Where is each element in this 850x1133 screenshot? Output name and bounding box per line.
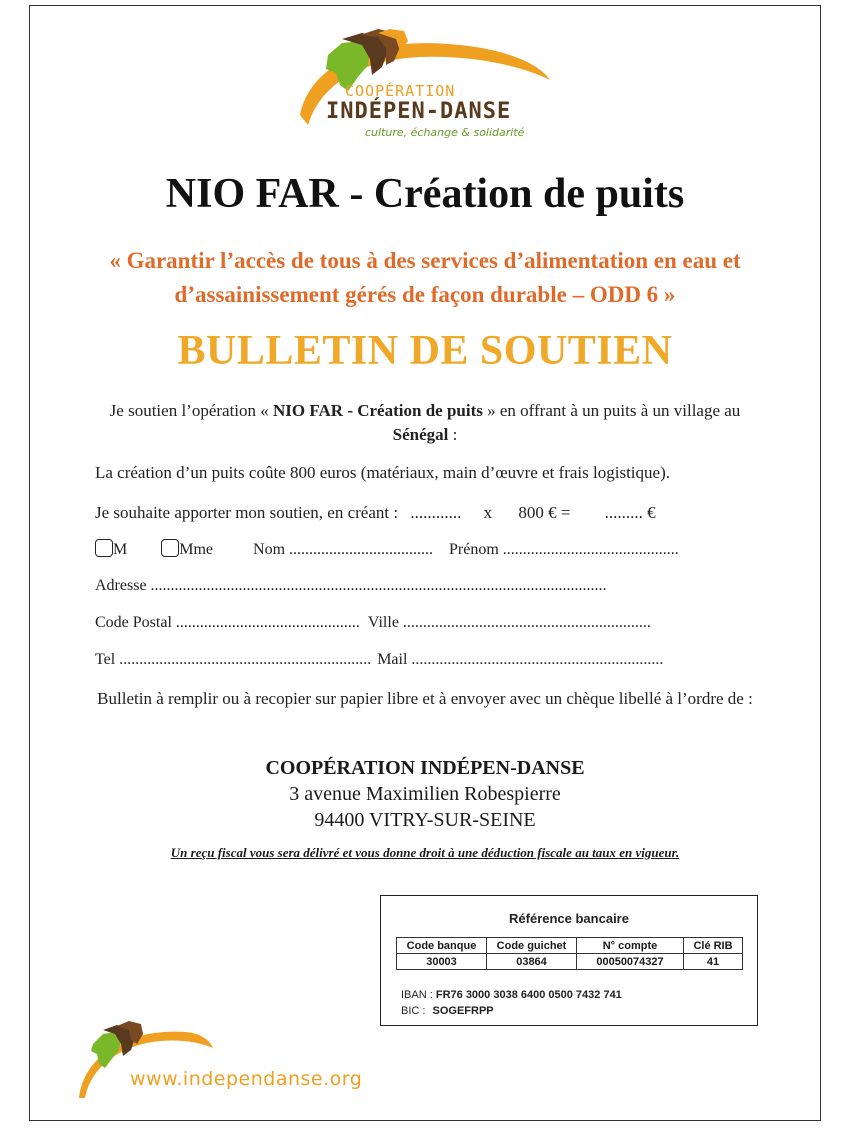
bank-value-n-compte: 00050074327 (577, 954, 684, 970)
iban-label: IBAN : (401, 989, 433, 1001)
address-org (0, 755, 850, 781)
form-row-postal (95, 614, 651, 632)
tel-field[interactable]: Tel ............................................................... (95, 651, 372, 668)
bulletin-heading: BULLETIN DE SOUTIEN (177, 328, 673, 374)
nom-field[interactable]: Nom .................................... (253, 541, 434, 558)
intro-part2: » en offrant à un puits à un village au (482, 401, 741, 420)
mail-field[interactable]: Mail ............................................................... (377, 651, 664, 668)
logo-tagline: culture, échange & solidarité (365, 126, 525, 139)
wish-label: Je souhaite apporter mon soutien, en créant : (95, 503, 399, 522)
website-link[interactable]: www.independanse.org (130, 1068, 363, 1090)
wish-times: x (483, 503, 493, 522)
address-org-name: COOPÉRATION INDÉPEN-DANSE (265, 757, 585, 779)
ville-field[interactable]: Ville .............................................................. (367, 614, 651, 631)
form-row-contact (95, 651, 663, 669)
bank-table-header-row (397, 938, 743, 954)
intro-country: Sénégal (392, 425, 449, 444)
address-city: 94400 VITRY-SUR-SEINE (314, 809, 536, 831)
bank-table-value-row (397, 954, 743, 970)
code-postal-field[interactable]: Code Postal .............................................. (95, 614, 360, 631)
bic-label: BIC : (401, 1005, 426, 1017)
subtitle-quote: « Garantir l’accès de tous à des services d’alimentation en eau et d’assainissement gérés de façon durable – ODD 6 » (109, 248, 741, 307)
postal-address (0, 755, 850, 833)
africa-logo-small-icon (75, 1018, 235, 1108)
bic-value: SOGEFRPP (432, 1005, 494, 1017)
label-mme: Mme (179, 541, 214, 558)
wish-quantity-field[interactable]: ............ (410, 503, 462, 522)
intro-part3: : (448, 425, 458, 444)
address-street: 3 avenue Maximilien Robespierre (289, 783, 561, 805)
bic-line (401, 1005, 494, 1017)
bank-reference-box (380, 895, 758, 1026)
wish-price: 800 € = (518, 503, 571, 522)
bank-header-code-guichet: Code guichet (487, 938, 577, 954)
cost-text: La création d’un puits coûte 800 euros (matériaux, main d’œuvre et frais logistique). (95, 463, 670, 482)
logo-text-cooperation: COOPÉRATION (345, 82, 456, 100)
adresse-field[interactable]: Adresse .................................................................................................................. (95, 577, 607, 594)
checkbox-mme[interactable] (161, 539, 179, 557)
wish-line (95, 501, 656, 525)
fiscal-note: Un reçu fiscal vous sera délivré et vous donne droit à une déduction fiscale au taux en vigueur. (170, 845, 680, 860)
intro-part1: Je soutien l’opération « (109, 401, 274, 420)
prenom-field[interactable]: Prénom ............................................ (449, 541, 679, 558)
bank-title: Référence bancaire (509, 911, 629, 926)
bank-header-code-banque: Code banque (397, 938, 487, 954)
form-row-name (95, 539, 679, 559)
page-title: NIO FAR - Création de puits (165, 171, 685, 217)
bank-table (396, 937, 743, 970)
logo-bottom (75, 1018, 395, 1108)
label-m: M (113, 541, 128, 558)
logo-text-indepen-danse: INDÉPEN-DANSE (326, 99, 512, 124)
checkbox-m[interactable] (95, 539, 113, 557)
iban-line (401, 989, 622, 1001)
intro-paragraph (95, 399, 755, 447)
iban-value: FR76 3000 3038 6400 0500 7432 741 (435, 989, 622, 1001)
bank-value-code-guichet: 03864 (487, 954, 577, 970)
bank-header-cle-rib: Clé RIB (684, 938, 743, 954)
bank-value-cle-rib: 41 (684, 954, 743, 970)
bank-header-n-compte: N° compte (577, 938, 684, 954)
send-instructions: Bulletin à remplir ou à recopier sur papier libre et à envoyer avec un chèque libellé à l’ordre de : (97, 689, 753, 708)
intro-operation-name: NIO FAR - Création de puits (273, 401, 483, 420)
bank-value-code-banque: 30003 (397, 954, 487, 970)
logo-top (290, 25, 570, 155)
wish-total-field[interactable]: ......... € (604, 503, 656, 522)
